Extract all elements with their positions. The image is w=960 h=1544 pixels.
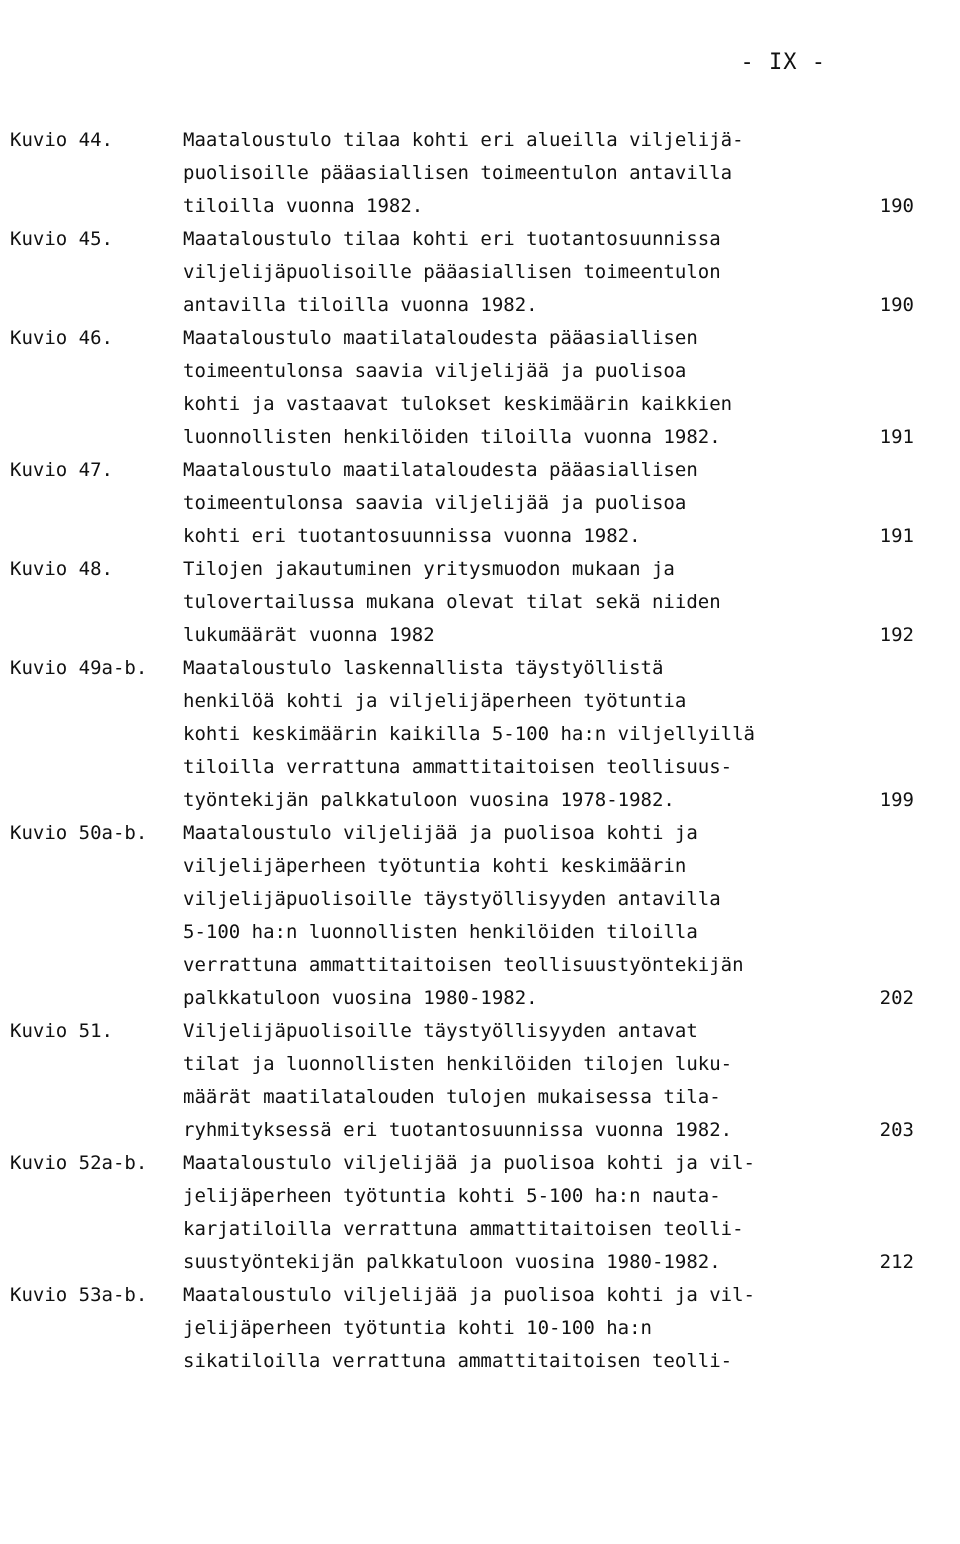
caption-line: viljelijäperheen työtuntia kohti keskimäärin	[183, 855, 687, 877]
page-reference: 202	[879, 987, 914, 1009]
caption-line: viljelijäpuolisoille täystyöllisyyden antavilla	[183, 888, 721, 910]
caption-line: Viljelijäpuolisoille täystyöllisyyden antavat	[183, 1020, 698, 1042]
figure-label: Kuvio 46.	[10, 327, 113, 349]
page-reference: 191	[879, 426, 914, 448]
caption-line: toimeentulonsa saavia viljelijää ja puolisoa	[183, 492, 687, 514]
caption-line: lukumäärät vuonna 1982	[183, 624, 435, 646]
caption-line: kohti keskimäärin kaikilla 5-100 ha:n viljellyillä	[183, 723, 755, 745]
caption-line: karjatiloilla verrattuna ammattitaitoisen teolli-	[183, 1218, 744, 1240]
caption-line: kohti eri tuotantosuunnissa vuonna 1982.	[183, 525, 641, 547]
figure-label: Kuvio 52a-b.	[10, 1152, 148, 1174]
figure-caption	[183, 1147, 863, 1279]
figure-label: Kuvio 44.	[10, 129, 113, 151]
figure-entry	[0, 817, 960, 1015]
page-reference: 190	[879, 294, 914, 316]
caption-line: tulovertailussa mukana olevat tilat sekä niiden	[183, 591, 721, 613]
page-reference: 203	[879, 1119, 914, 1141]
figure-label: Kuvio 49a-b.	[10, 657, 148, 679]
caption-line: Maataloustulo viljelijää ja puolisoa kohti ja vil-	[183, 1284, 755, 1306]
caption-line: jelijäperheen työtuntia kohti 10-100 ha:n	[183, 1317, 652, 1339]
figure-label: Kuvio 47.	[10, 459, 113, 481]
figure-label: Kuvio 51.	[10, 1020, 113, 1042]
figure-list	[0, 124, 960, 1378]
figure-label: Kuvio 48.	[10, 558, 113, 580]
caption-line: palkkatuloon vuosina 1980-1982.	[183, 987, 538, 1009]
caption-line: määrät maatilatalouden tulojen mukaisessa tila-	[183, 1086, 721, 1108]
caption-line: tilat ja luonnollisten henkilöiden tilojen luku-	[183, 1053, 733, 1075]
figure-caption	[183, 124, 863, 223]
caption-line: ryhmityksessä eri tuotantosuunnissa vuonna 1982.	[183, 1119, 733, 1141]
caption-line: luonnollisten henkilöiden tiloilla vuonna 1982.	[183, 426, 721, 448]
caption-line: Maataloustulo viljelijää ja puolisoa kohti ja	[183, 822, 698, 844]
page-reference: 192	[879, 624, 914, 646]
figure-caption	[183, 1279, 863, 1378]
caption-line: verrattuna ammattitaitoisen teollisuustyöntekijän	[183, 954, 744, 976]
figure-label: Kuvio 50a-b.	[10, 822, 148, 844]
caption-line: työntekijän palkkatuloon vuosina 1978-1982.	[183, 789, 675, 811]
figure-entry	[0, 124, 960, 223]
page-reference: 212	[879, 1251, 914, 1273]
figure-label: Kuvio 53a-b.	[10, 1284, 148, 1306]
figure-entry	[0, 454, 960, 553]
figure-entry	[0, 1147, 960, 1279]
figure-label: Kuvio 45.	[10, 228, 113, 250]
figure-caption	[183, 454, 863, 553]
figure-entry	[0, 223, 960, 322]
caption-line: viljelijäpuolisoille pääasiallisen toimeentulon	[183, 261, 721, 283]
page-reference: 191	[879, 525, 914, 547]
figure-caption	[183, 1015, 863, 1147]
caption-line: sikatiloilla verrattuna ammattitaitoisen teolli-	[183, 1350, 733, 1372]
page-reference: 199	[879, 789, 914, 811]
figure-entry	[0, 652, 960, 817]
figure-caption	[183, 223, 863, 322]
page-number: - IX -	[740, 50, 826, 75]
caption-line: toimeentulonsa saavia viljelijää ja puolisoa	[183, 360, 687, 382]
caption-line: tiloilla verrattuna ammattitaitoisen teollisuus-	[183, 756, 733, 778]
figure-caption	[183, 652, 863, 817]
caption-line: suustyöntekijän palkkatuloon vuosina 1980-1982.	[183, 1251, 721, 1273]
caption-line: 5-100 ha:n luonnollisten henkilöiden tiloilla	[183, 921, 698, 943]
caption-line: Maataloustulo maatilataloudesta pääasiallisen	[183, 327, 698, 349]
figure-caption	[183, 817, 863, 1015]
caption-line: henkilöä kohti ja viljelijäperheen työtuntia	[183, 690, 687, 712]
figure-entry	[0, 1279, 960, 1378]
caption-line: Maataloustulo laskennallista täystyöllistä	[183, 657, 664, 679]
figure-entry	[0, 553, 960, 652]
figure-caption	[183, 322, 863, 454]
caption-line: Maataloustulo tilaa kohti eri tuotantosuunnissa	[183, 228, 721, 250]
caption-line: tiloilla vuonna 1982.	[183, 195, 424, 217]
caption-line: Maataloustulo maatilataloudesta pääasiallisen	[183, 459, 698, 481]
page-reference: 190	[879, 195, 914, 217]
figure-caption	[183, 553, 863, 652]
caption-line: kohti ja vastaavat tulokset keskimäärin kaikkien	[183, 393, 733, 415]
figure-entry	[0, 322, 960, 454]
caption-line: Tilojen jakautuminen yritysmuodon mukaan ja	[183, 558, 675, 580]
caption-line: antavilla tiloilla vuonna 1982.	[183, 294, 538, 316]
caption-line: jelijäperheen työtuntia kohti 5-100 ha:n nauta-	[183, 1185, 721, 1207]
caption-line: Maataloustulo tilaa kohti eri alueilla viljelijä-	[183, 129, 744, 151]
caption-line: puolisoille pääasiallisen toimeentulon antavilla	[183, 162, 733, 184]
caption-line: Maataloustulo viljelijää ja puolisoa kohti ja vil-	[183, 1152, 755, 1174]
figure-entry	[0, 1015, 960, 1147]
